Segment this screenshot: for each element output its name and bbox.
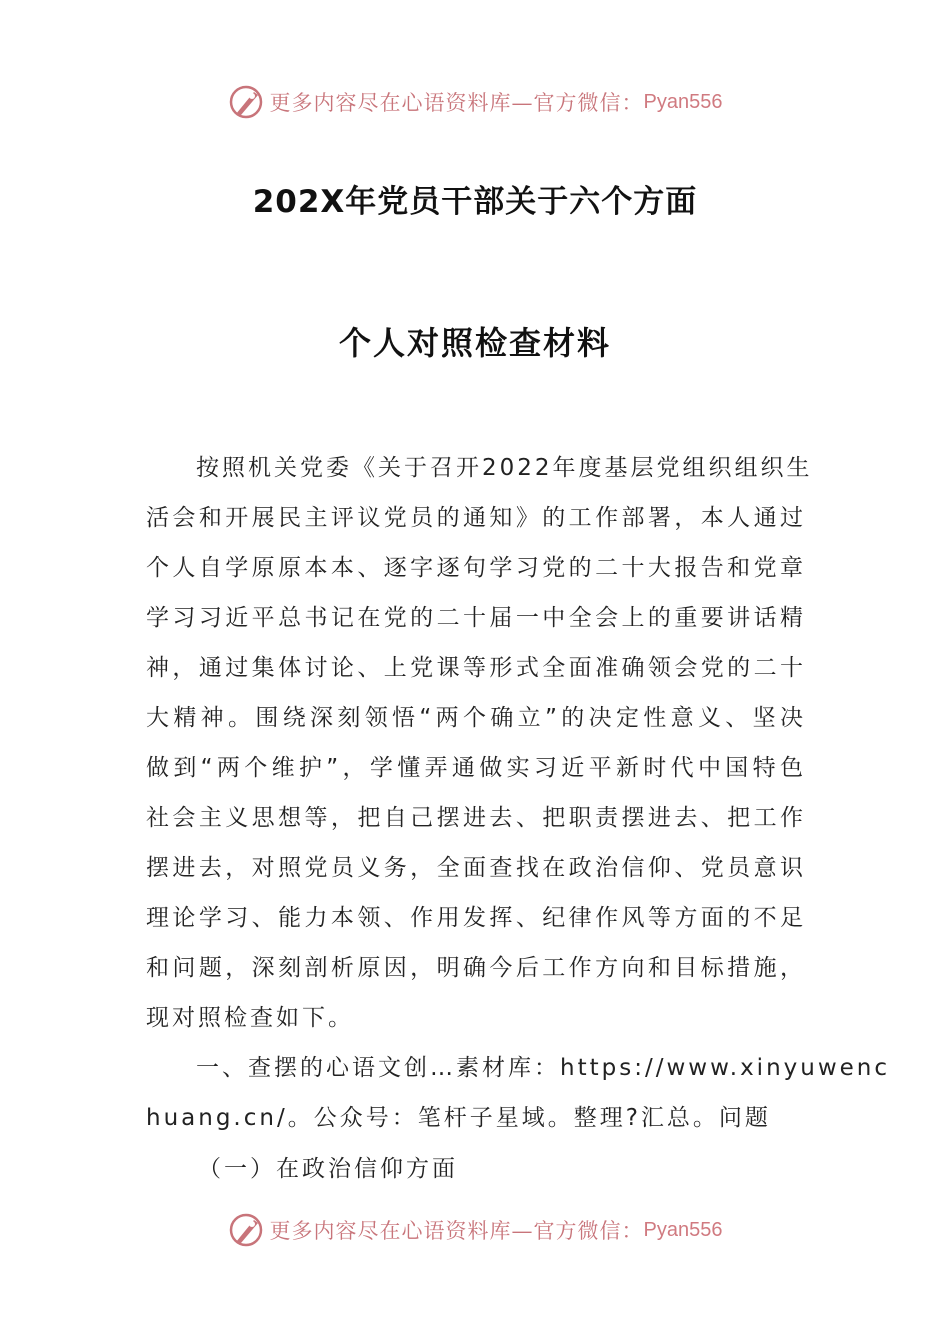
body-line: 按照机关党委《关于召开2022年度基层党组织组织生 [196, 455, 813, 481]
header-watermark-banner [0, 82, 950, 122]
section-heading-line: 一、查摆的心语文创…素材库：https://www.xinyuwenc [196, 1055, 891, 1081]
banner-text: 更多内容尽在心语资料库—官方微信： [269, 91, 644, 115]
document-title-line-1: 202X年党员干部关于六个方面 [252, 184, 698, 220]
body-line: 现对照检查如下。 [146, 1005, 354, 1031]
pen-logo-icon [228, 84, 264, 120]
section-heading-line: huang.cn/。公众号：笔杆子星域。整理?汇总。问题 [146, 1105, 771, 1131]
body-line: 社会主义思想等，把自己摆进去、把职责摆进去、把工作 [146, 805, 806, 831]
body-line: 摆进去，对照党员义务，全面查找在政治信仰、党员意识 [146, 855, 806, 881]
body-line: 做到“两个维护”，学懂弄通做实习近平新时代中国特色 [146, 755, 806, 781]
body-line: 学习习近平总书记在党的二十届一中全会上的重要讲话精 [146, 605, 806, 631]
body-line: 个人自学原原本本、逐字逐句学习党的二十大报告和党章 [146, 555, 806, 581]
body-line: 理论学习、能力本领、作用发挥、纪律作风等方面的不足 [146, 905, 806, 931]
body-paragraph [146, 443, 891, 1143]
banner-wechat-id: Pyan556 [643, 1218, 723, 1241]
footer-watermark-banner [0, 1210, 950, 1250]
body-line: 神，通过集体讨论、上党课等形式全面准确领会党的二十 [146, 655, 806, 681]
subsection-heading: （一）在政治信仰方面 [198, 1156, 458, 1182]
banner-text: 更多内容尽在心语资料库—官方微信： [269, 1219, 644, 1243]
banner-wechat-id: Pyan556 [643, 90, 723, 113]
body-line: 活会和开展民主评议党员的通知》的工作部署，本人通过 [146, 505, 806, 531]
pen-logo-icon [228, 1212, 264, 1248]
document-title-line-2: 个人对照检查材料 [338, 324, 611, 362]
body-line: 大精神。围绕深刻领悟“两个确立”的决定性意义、坚决 [146, 705, 806, 731]
body-line: 和问题，深刻剖析原因，明确今后工作方向和目标措施， [146, 955, 806, 981]
